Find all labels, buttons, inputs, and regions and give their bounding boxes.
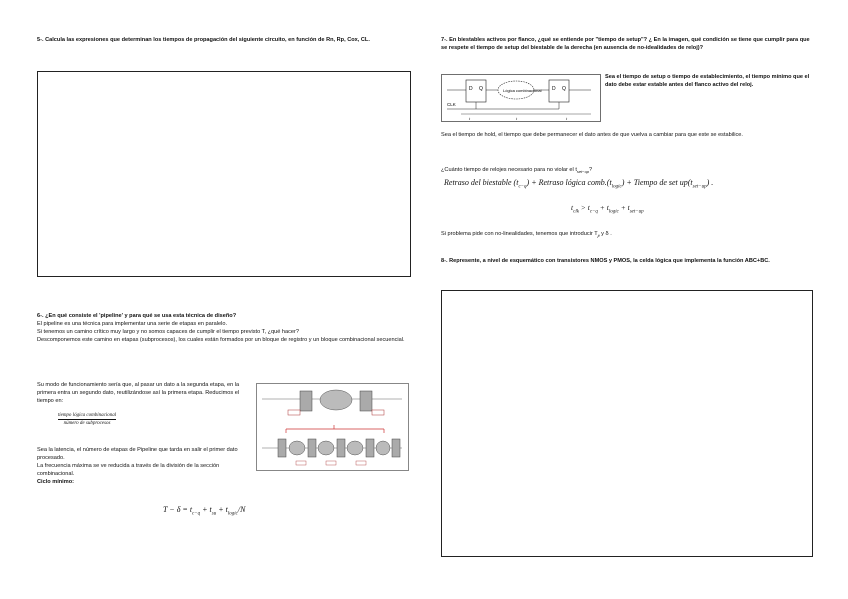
- flipflop-diagram: [441, 74, 601, 122]
- svg-text:Q: Q: [479, 86, 483, 92]
- q7-equation-1: Retraso del biestable $(t_{c-q})$ + Retraso lógica $comb.(t_{logic})$ + Tiempo de set $up(t_{set-up})$ .: [444, 178, 714, 190]
- register-block: [278, 439, 286, 457]
- svg-text:Q: Q: [562, 86, 566, 92]
- svg-text:t: t: [469, 116, 471, 121]
- q6-p6: La frecuencia máxima se ve reducida a través de la división de la sección combinacional.: [37, 463, 220, 477]
- svg-text:D: D: [552, 86, 556, 92]
- register-block: [392, 439, 400, 457]
- svg-text:Lógica combinacional: Lógica combinacional: [503, 88, 542, 93]
- q6-p1: El pipeline es una técnica para implementar una serie de etapas en paralelo.: [37, 321, 227, 327]
- q6-p5: Sea la latencia, el número de etapas de Pipeline que tarda en salir el primer dato procesado.: [37, 447, 238, 461]
- register-block: [308, 439, 316, 457]
- q6-fraction: [37, 412, 137, 427]
- register-block: [300, 391, 312, 411]
- q6-frac-den: número de subprocesos: [63, 421, 111, 426]
- q6-frac-num: tiempo lógica combinacional: [57, 413, 117, 418]
- register-block: [337, 439, 345, 457]
- q6-p4: Su modo de funcionamiento sería que, al pasar un dato a la segunda etapa, en la primera entra un segundo dato, reutilizándose así la primera etapa. Reducimos el tiempo en:: [37, 382, 240, 404]
- q7-hold-definition: Sea el tiempo de hold, el tiempo que debe permanecer el dato antes de que vuelva a cambiar para que este se estabilice.: [441, 132, 743, 138]
- q6-p3: Descomponemos este camino en etapas (subprocesos), los cuales están formados por un bloque de registro y un bloque combinacional secuencial.: [37, 337, 405, 343]
- q6-cycle-formula: $T - \delta = t_{c-q} + t_{su} + t_{logic}/N$: [163, 505, 246, 517]
- q8-answer-box: [441, 290, 813, 557]
- q7-question: ¿Cuánto tiempo de relojes necesario para no violar el $t_{set-up}$?: [441, 167, 593, 175]
- svg-text:D: D: [469, 86, 473, 92]
- q7-title: 7-. En biestables activos por flanco, ¿qué se entiende por "tiempo de setup"? ¿ En la imagen, qué condición se tiene que cumplir para que se respete el tiempo de setup del biestable de la derecha (en ausencia de no-idealidades de reloj)?: [441, 37, 810, 51]
- register-block: [360, 391, 372, 411]
- q6-latency-section: [37, 446, 252, 486]
- q6-title: 6-. ¿En qué consiste el 'pipeline' y para qué se usa esta técnica de diseño?: [37, 313, 237, 319]
- combinational-cloud: [320, 390, 352, 410]
- svg-text:t: t: [516, 116, 518, 121]
- svg-text:CLK: CLK: [447, 102, 456, 107]
- pipeline-diagram: [256, 383, 409, 471]
- q6-p7: Ciclo mínimo:: [37, 479, 74, 485]
- q7-setup-definition: Sea el tiempo de setup o tiempo de establecimiento, el tiempo mínimo que el dato debe estar estable antes del flanco activo del reloj.: [605, 74, 810, 88]
- q6-p2: Si tenemos un camino crítico muy largo y no somos capaces de cumplir el tiempo previsto T, ¿qué hacer?: [37, 329, 299, 335]
- q8-title: 8-. Represente, a nivel de esquemático con transistores NMOS y PMOS, la celda lógica que implementa la función ABC+BC.: [441, 258, 770, 264]
- q7-equation-2: $t_{clk} > t_{c-q} + t_{logic} + t_{set-up}$: [571, 203, 644, 215]
- q6-section: [37, 312, 409, 344]
- q7-nonlinear-note: Si problema pide con no-linealidades, tenemos que introducir $T_{jt}$ y δ .: [441, 231, 612, 239]
- svg-text:t: t: [566, 116, 568, 121]
- register-block: [366, 439, 374, 457]
- q5-title: 5-. Calcula las expresiones que determinan los tiempos de propagación del siguiente circuito, en función de Rn, Rp, Cox, CL.: [37, 37, 370, 43]
- q5-answer-box: [37, 71, 411, 277]
